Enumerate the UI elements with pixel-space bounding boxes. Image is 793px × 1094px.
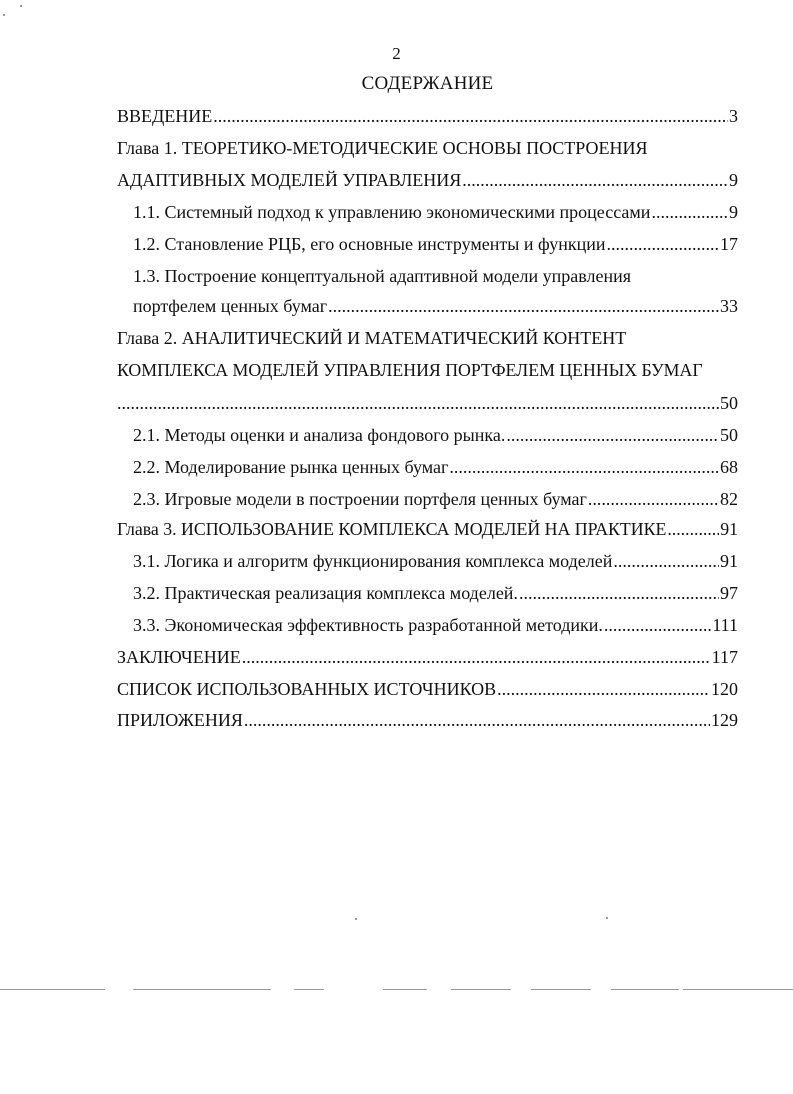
toc-entry-appendices[interactable] [117,706,738,734]
dot-leader [242,643,711,671]
toc-entry-page: 82 [720,489,738,509]
toc-entry-1-3-heading[interactable] [133,262,631,290]
toc-entry-2-2[interactable] [133,453,738,481]
toc-entry-page: 50 [720,425,738,445]
toc-entry-page: 117 [711,647,738,667]
toc-entry-1-1[interactable] [133,198,738,226]
toc-entry-label: 3.2. Практическая реализация комплекса моделей. [133,583,518,603]
toc-entry-label: ВВЕДЕНИЕ [117,106,213,126]
toc-entry-3-2[interactable] [133,579,738,607]
dot-leader [449,453,719,481]
scan-line [294,989,324,990]
dot-leader [462,166,728,194]
scan-line [531,989,591,990]
scan-line [0,989,105,990]
toc-entry-label: 3.1. Логика и алгоритм функционирования комплекса моделей [133,551,613,571]
toc-entry-page: 129 [711,710,738,730]
toc-entry-references[interactable] [117,675,738,703]
toc-entry-label: КОМПЛЕКСА МОДЕЛЕЙ УПРАВЛЕНИЯ ПОРТФЕЛЕМ ЦЕННЫХ БУМАГ [117,360,703,380]
scan-speck [606,917,608,919]
page-number: 2 [392,44,401,63]
toc-entry-label: 2.1. Методы оценки и анализа фондового рынка. [133,425,506,445]
dot-leader [244,706,710,734]
toc-entry-label: ПРИЛОЖЕНИЯ [117,710,243,730]
scan-line [451,989,511,990]
toc-entry-chapter-1[interactable] [117,166,738,194]
scan-speck [355,918,357,920]
toc-entry-page: 9 [729,202,738,222]
toc-entry-label: Глава 3. ИСПОЛЬЗОВАНИЕ КОМПЛЕКСА МОДЕЛЕЙ НА ПРАКТИКЕ [117,519,667,539]
toc-entry-chapter-3[interactable] [117,515,738,543]
dot-leader [613,547,719,575]
toc-title: СОДЕРЖАНИЕ [361,73,494,94]
dot-leader [117,389,719,417]
dot-leader [606,230,719,258]
toc-entry-chapter-2[interactable] [117,389,738,417]
toc-entry-3-1[interactable] [133,547,738,575]
toc-entry-1-3[interactable] [133,292,738,320]
scan-line [683,989,793,990]
toc-entry-label: СПИСОК ИСПОЛЬЗОВАННЫХ ИСТОЧНИКОВ [117,679,497,699]
toc-entry-label: 3.3. Экономическая эффективность разработанной методики. [133,615,603,635]
toc-entry-page: 33 [720,296,738,316]
toc-entry-label: 1.1. Системный подход к управлению экономическими процессами [133,202,651,222]
toc-entry-page: 68 [720,457,738,477]
toc-entry-conclusion[interactable] [117,643,738,671]
toc-entry-label: Глава 1. ТЕОРЕТИКО-МЕТОДИЧЕСКИЕ ОСНОВЫ ПОСТРОЕНИЯ [117,138,648,158]
toc-entry-page: 97 [720,583,738,603]
toc-entry-page: 111 [712,615,738,635]
dot-leader [519,579,719,607]
toc-entry-label: портфелем ценных бумаг [133,296,328,316]
scan-speck [3,14,5,16]
toc-entry-label: АДАПТИВНЫХ МОДЕЛЕЙ УПРАВЛЕНИЯ [117,170,462,190]
scan-speck [20,5,22,7]
dot-leader [328,292,719,320]
toc-chapter-1-heading[interactable] [117,134,648,162]
toc-entry-1-2[interactable] [133,230,738,258]
toc-entry-page: 91 [720,519,738,539]
dot-leader [651,198,728,226]
toc-chapter-2-heading[interactable] [117,324,626,352]
dot-leader [213,102,728,130]
toc-entry-page: 17 [720,234,738,254]
toc-entry-label: 2.2. Моделирование рынка ценных бумаг [133,457,449,477]
toc-entry-label: 2.3. Игровые модели в построении портфеля ценных бумаг [133,489,587,509]
toc-entry-2-3[interactable] [133,485,738,513]
toc-entry-page: 120 [711,679,738,699]
toc-entry-page: 91 [720,551,738,571]
toc-entry-page: 3 [729,106,738,126]
dot-leader [497,675,710,703]
toc-entry-label: ЗАКЛЮЧЕНИЕ [117,647,241,667]
toc-entry-introduction[interactable] [117,102,738,130]
scan-line [611,989,679,990]
toc-entry-label: Глава 2. АНАЛИТИЧЕСКИЙ И МАТЕМАТИЧЕСКИЙ КОНТЕНТ [117,328,627,348]
toc-entry-2-1[interactable] [133,421,738,449]
dot-leader [588,485,719,513]
toc-entry-page: 9 [729,170,738,190]
scan-line [383,989,427,990]
dot-leader [667,515,719,543]
toc-chapter-2-heading-continued[interactable] [117,356,703,384]
toc-entry-3-3[interactable] [133,611,738,639]
dot-leader [506,421,719,449]
scan-line [133,989,271,990]
toc-entry-label: 1.3. Построение концептуальной адаптивной модели управления [133,266,632,286]
toc-entry-label: 1.2. Становление РЦБ, его основные инструменты и функции [133,234,606,254]
dot-leader [604,611,711,639]
toc-entry-page: 50 [720,393,738,413]
